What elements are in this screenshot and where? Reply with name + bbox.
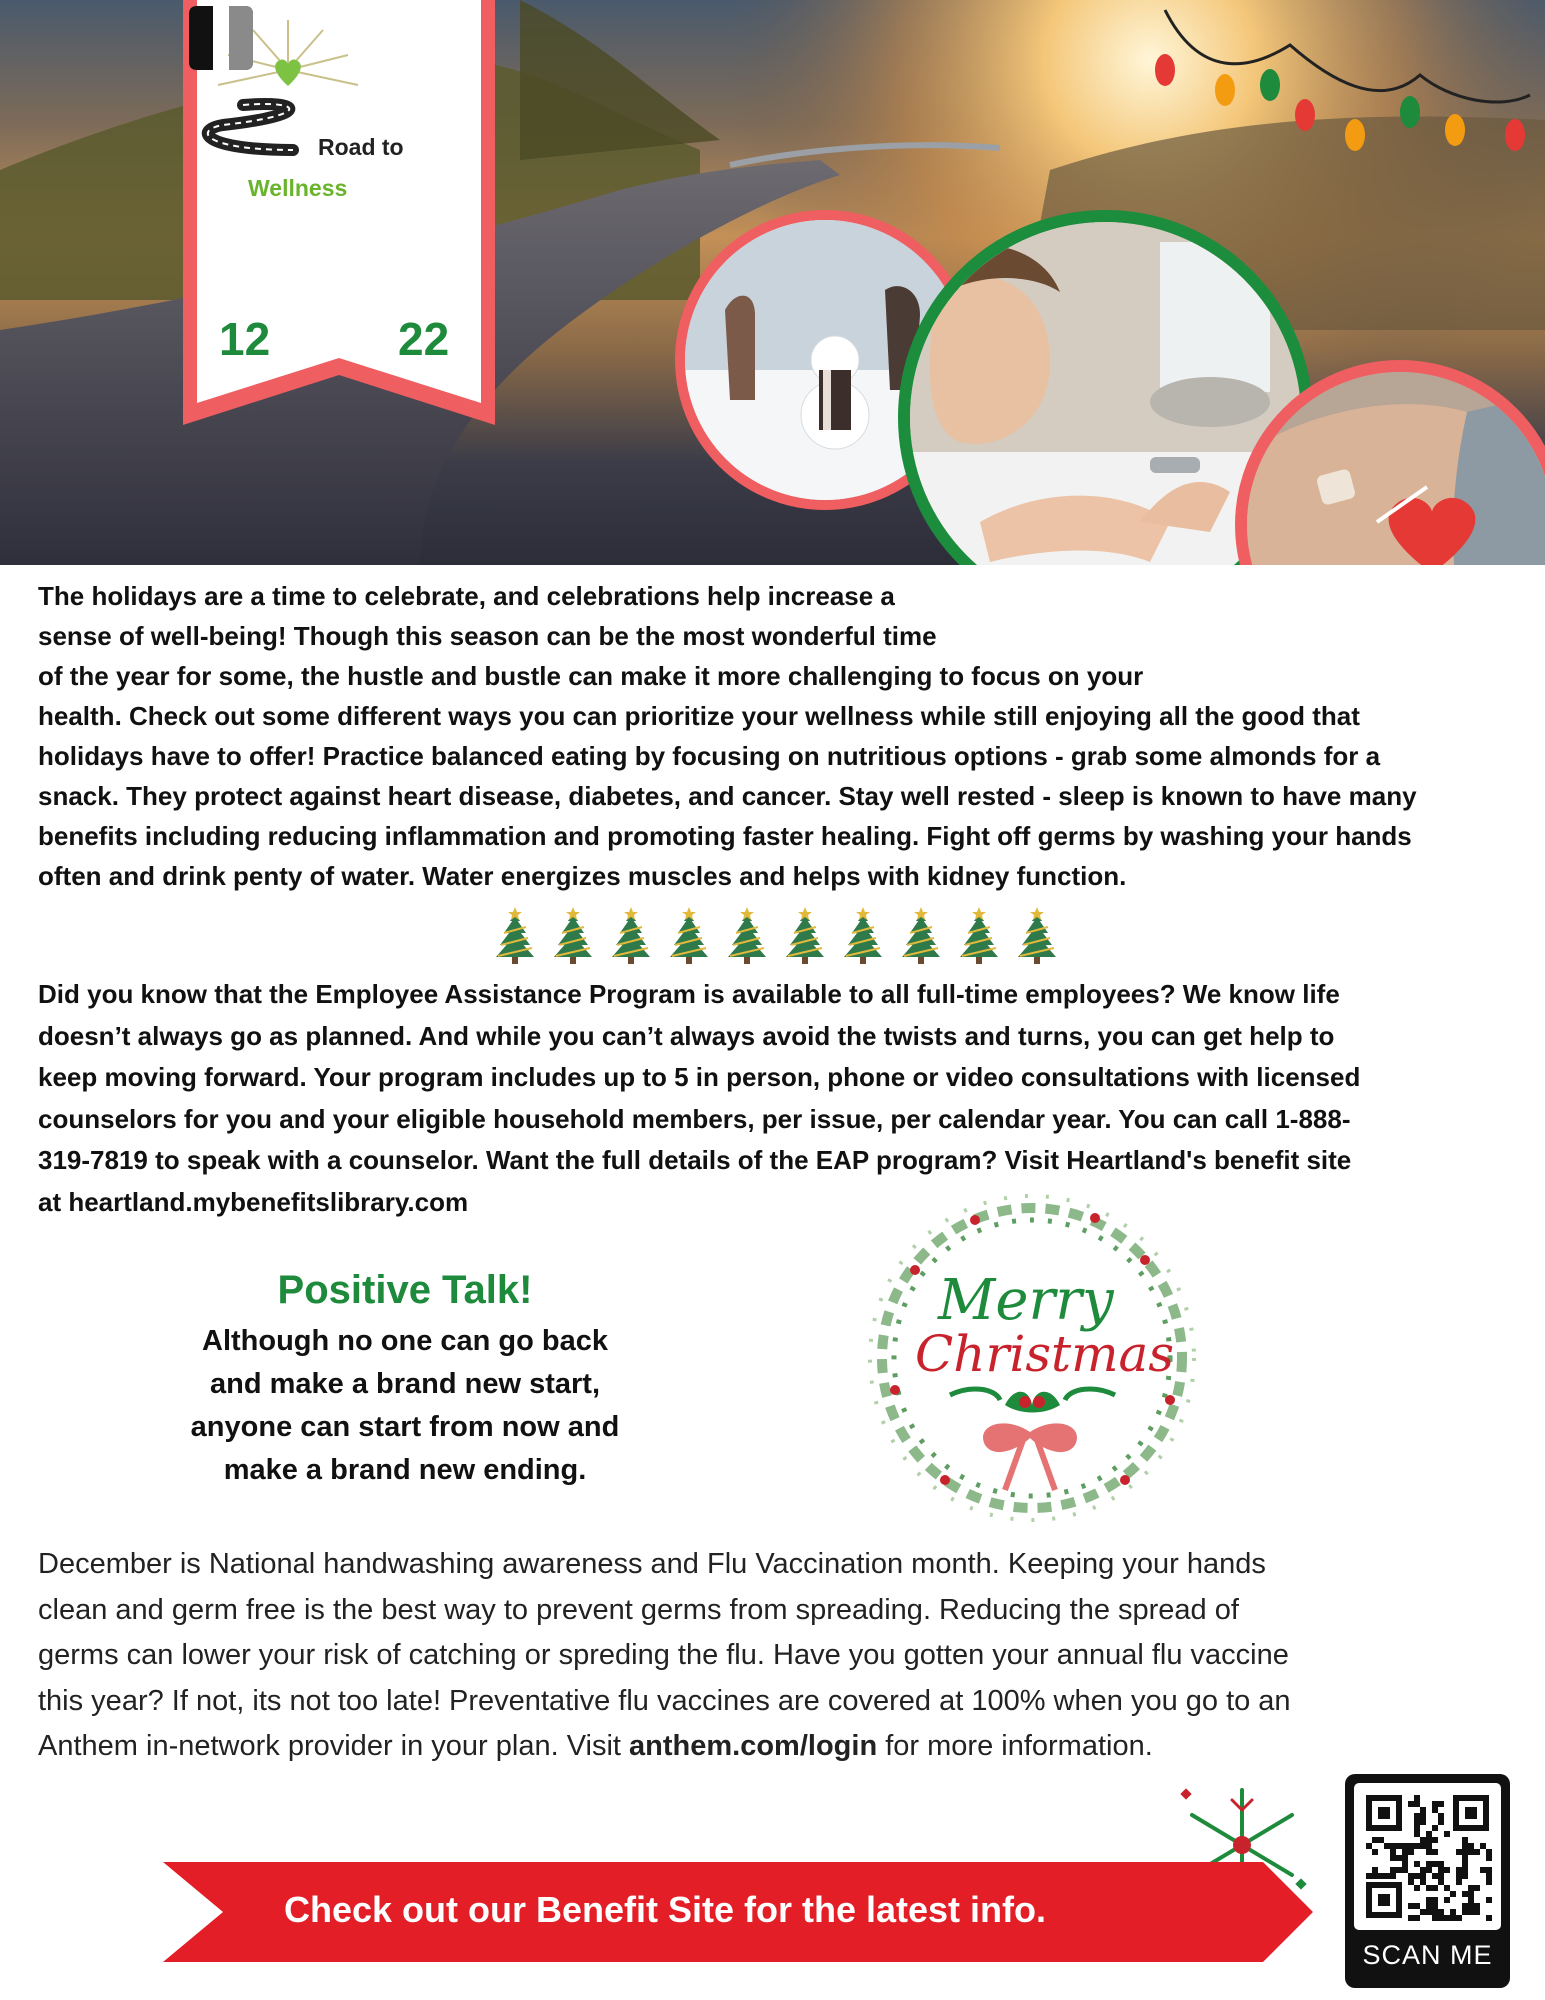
banner-year: 22 [398,313,450,365]
holly-icon [1005,1392,1060,1413]
intro-line: snack. They protect against heart disease, diabetes, and cancer. Stay well rested - sleep is known to have many [38,781,1417,811]
wreath-text-christmas: Christmas [915,1325,1174,1383]
intro-line: of the year for some, the hustle and bustle can make it more challenging to focus on your [38,661,1144,691]
benefit-site-ribbon-text[interactable]: Check out our Benefit Site for the latest info. [283,1889,1047,1930]
december-paragraph [38,1542,1518,1770]
christmas-tree-icon [952,905,1006,967]
scan-me-label: SCAN ME [1362,1940,1493,1970]
date-banner [183,0,495,428]
heartland-logo-icon [183,0,259,76]
quote-line: Although no one can go back [202,1325,608,1357]
eap-line: Did you know that the Employee Assistance Program is available to all full-time employees? We know life [38,979,1340,1009]
logo-text-road-to: Road to [318,134,404,160]
vaccine-photo [1235,360,1545,565]
wreath-text-merry: Merry [938,1268,1114,1333]
bow-icon [983,1423,1077,1452]
intro-line: holidays have to offer! Practice balanced eating by focusing on nutritious options - grab some almonds for a [38,741,1381,771]
hero-image [0,0,1545,565]
quote-line: make a brand new ending. [223,1454,587,1486]
intro-line: benefits including reducing inflammation and promoting faster healing. Fight off germs by washing your hands [38,821,1412,851]
intro-paragraph [38,576,1518,896]
intro-line: The holidays are a time to celebrate, and celebrations help increase a [38,581,895,611]
christmas-tree-icon [662,905,716,967]
quote-line: and make a brand new start, [209,1368,600,1400]
anthem-link[interactable]: anthem.com/login [629,1730,878,1762]
qr-code[interactable] [1345,1774,1510,1988]
christmas-tree-icon [546,905,600,967]
eap-line: at heartland.mybenefitslibrary.com [38,1186,469,1217]
december-line: germs can lower your risk of catching or spreding the flu. Have you gotten your annual flu vaccine [38,1639,1289,1671]
christmas-tree-icon [894,905,948,967]
december-line-last [38,1724,1518,1770]
tree-divider [488,905,1064,967]
christmas-tree-icon [836,905,890,967]
eap-line: doesn’t always go as planned. And while you can’t always avoid the twists and turns, you can get help to [38,1020,1335,1051]
eap-line: counselors for you and your eligible household members, per issue, per calendar year. You can call 1-888- [38,1103,1351,1134]
intro-line: often and drink penty of water. Water energizes muscles and helps with kidney function. [38,861,1127,891]
christmas-tree-icon [1010,905,1064,967]
eap-line: keep moving forward. Your program includes up to 5 in person, phone or video consultations with licensed [38,1062,1361,1092]
christmas-tree-icon [604,905,658,967]
eap-line: 319-7819 to speak with a counselor. Want the full details of the EAP program? Visit Heartland's benefit site [38,1145,1352,1175]
december-line: clean and germ free is the best way to prevent germs from spreading. Reducing the spread of [38,1593,1239,1626]
positive-talk-quote [150,1320,660,1492]
intro-line: health. Check out some different ways you can prioritize your wellness while still enjoying all the good that [38,701,1360,731]
december-last-prefix: Anthem in-network provider in your plan. Visit [38,1730,630,1762]
december-last-suffix: for more information. [877,1730,1153,1762]
banner-month: 12 [219,313,271,365]
december-line: this year? If not, its not too late! Preventative flu vaccines are covered at 100% when you go to an [38,1684,1291,1717]
december-line: December is National handwashing awareness and Flu Vaccination month. Keeping your hands [38,1548,1266,1580]
quote-line: anyone can start from now and [190,1411,620,1443]
christmas-tree-icon [488,905,542,967]
qr-code-icon [1354,1783,1501,1930]
eap-paragraph [38,974,1518,1223]
positive-talk-title: Positive Talk! [277,1268,533,1312]
christmas-tree-icon [720,905,774,967]
christmas-tree-icon [778,905,832,967]
intro-line: sense of well-being! Though this season can be the most wonderful time [38,621,937,651]
logo-text-wellness: Wellness [248,175,348,201]
